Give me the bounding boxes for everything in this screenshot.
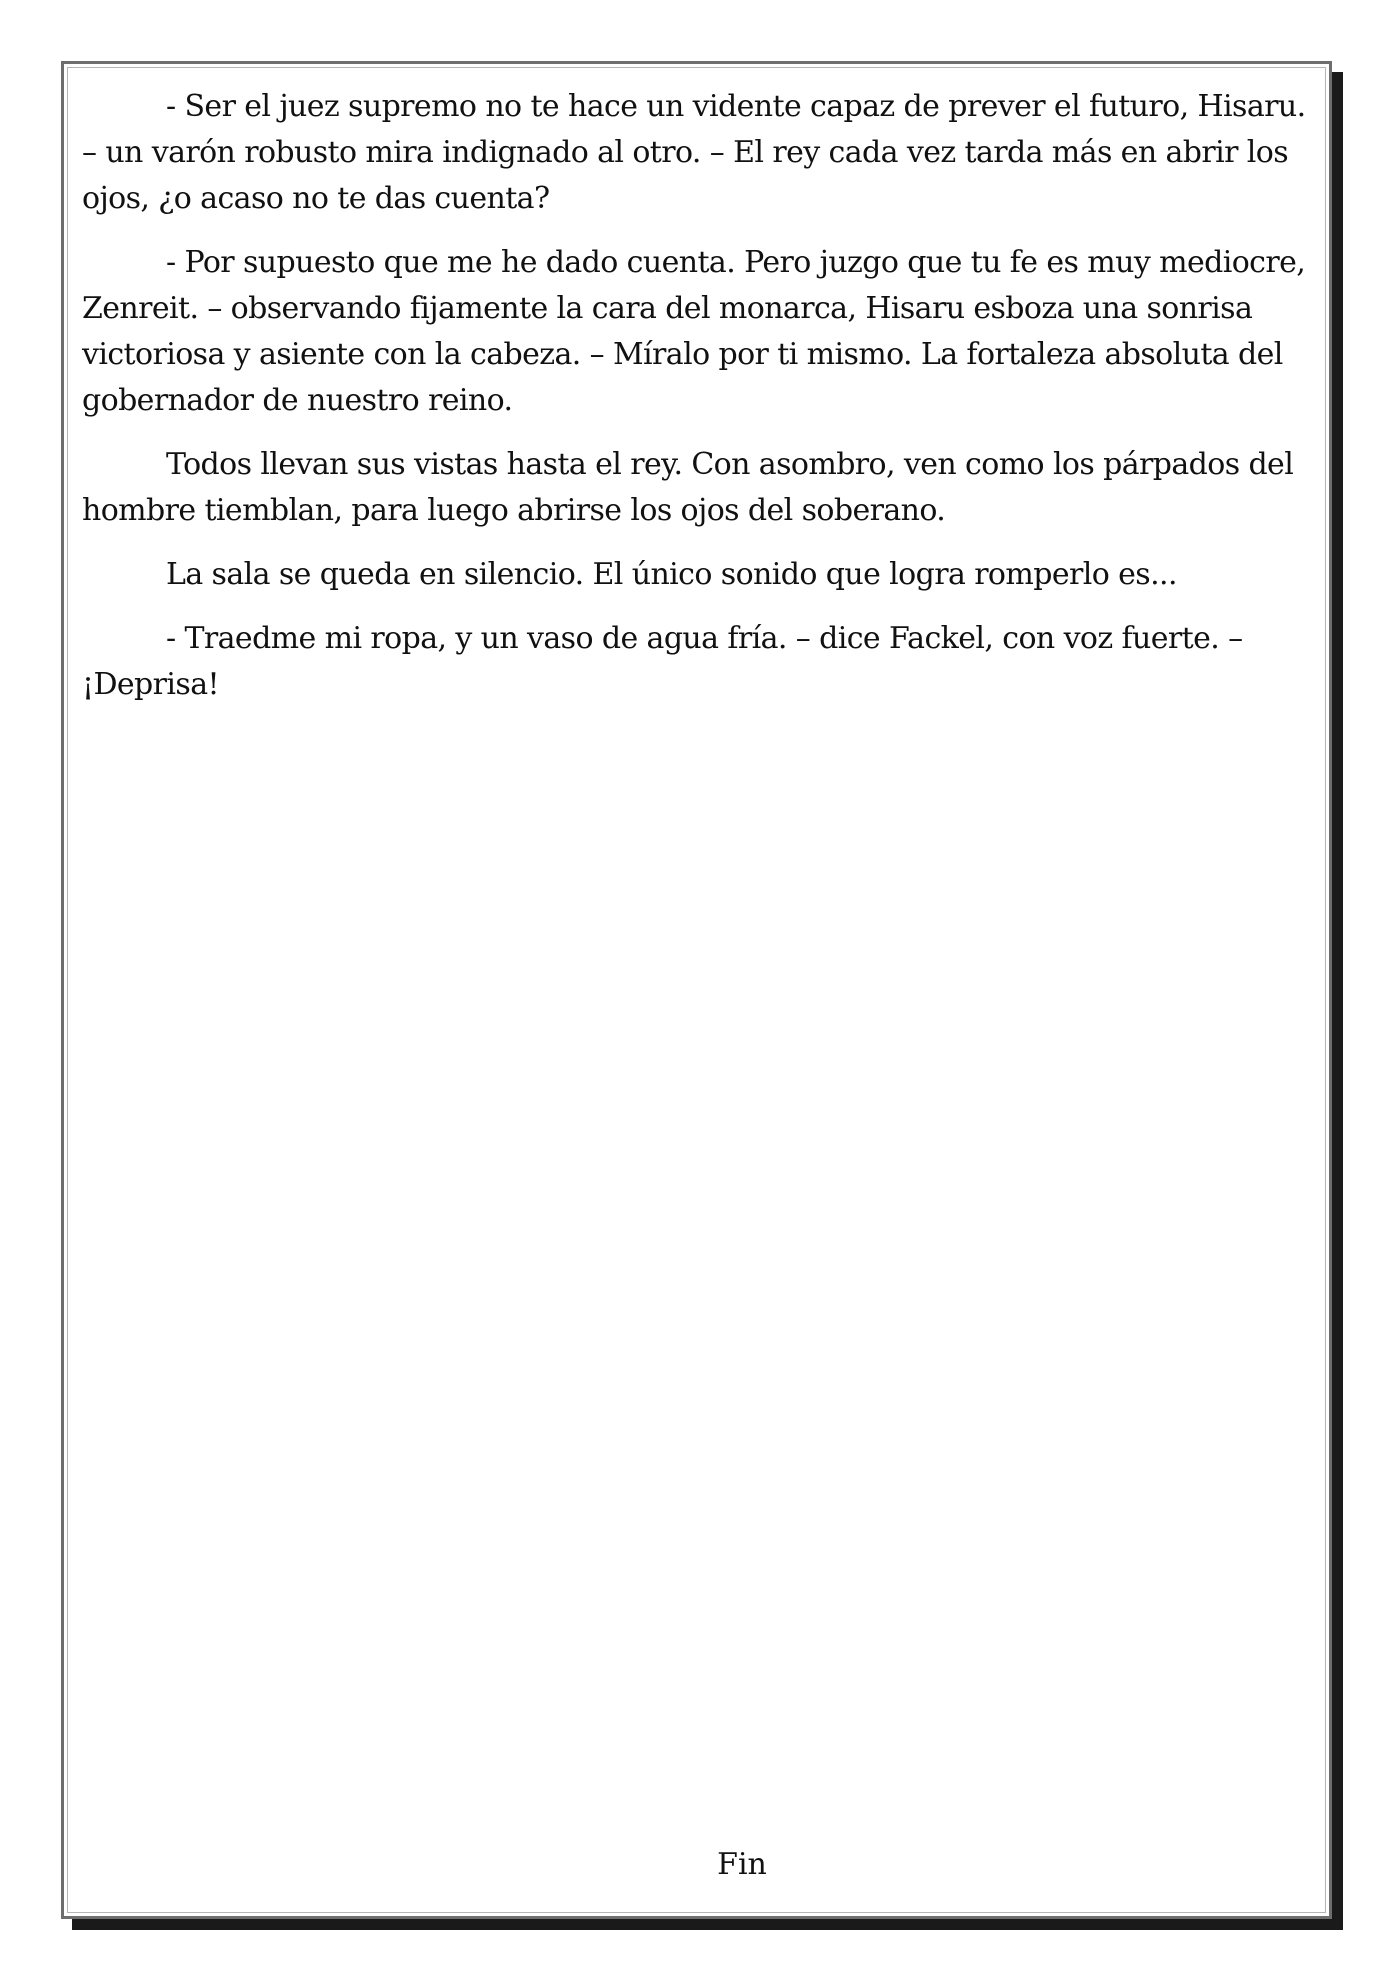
paragraph: Todos llevan sus vistas hasta el rey. Con asombro, ven como los párpados del hombre tiemblan, para luego abrirse los ojos del soberano.	[82, 447, 1294, 528]
paragraph: - Por supuesto que me he dado cuenta. Pero juzgo que tu fe es muy mediocre, Zenreit. – observando fijamente la cara del monarca, Hisaru esboza una sonrisa victoriosa y asiente con la cabeza. – Míralo por ti mismo. La fortaleza absoluta del gobernador de nuestro reino.	[82, 245, 1306, 418]
story-text	[82, 84, 1322, 726]
ending-label: Fin	[717, 1847, 767, 1882]
paragraph: La sala se queda en silencio. El único sonido que logra romperlo es...	[166, 557, 1177, 592]
paragraph: - Ser el juez supremo no te hace un vidente capaz de prever el futuro, Hisaru. – un varón robusto mira indignado al otro. – El rey cada vez tarda más en abrir los ojos, ¿o acaso no te das cuenta?	[82, 89, 1306, 216]
paragraph: - Traedme mi ropa, y un vaso de agua fría. – dice Fackel, con voz fuerte. – ¡Deprisa!	[82, 621, 1243, 702]
